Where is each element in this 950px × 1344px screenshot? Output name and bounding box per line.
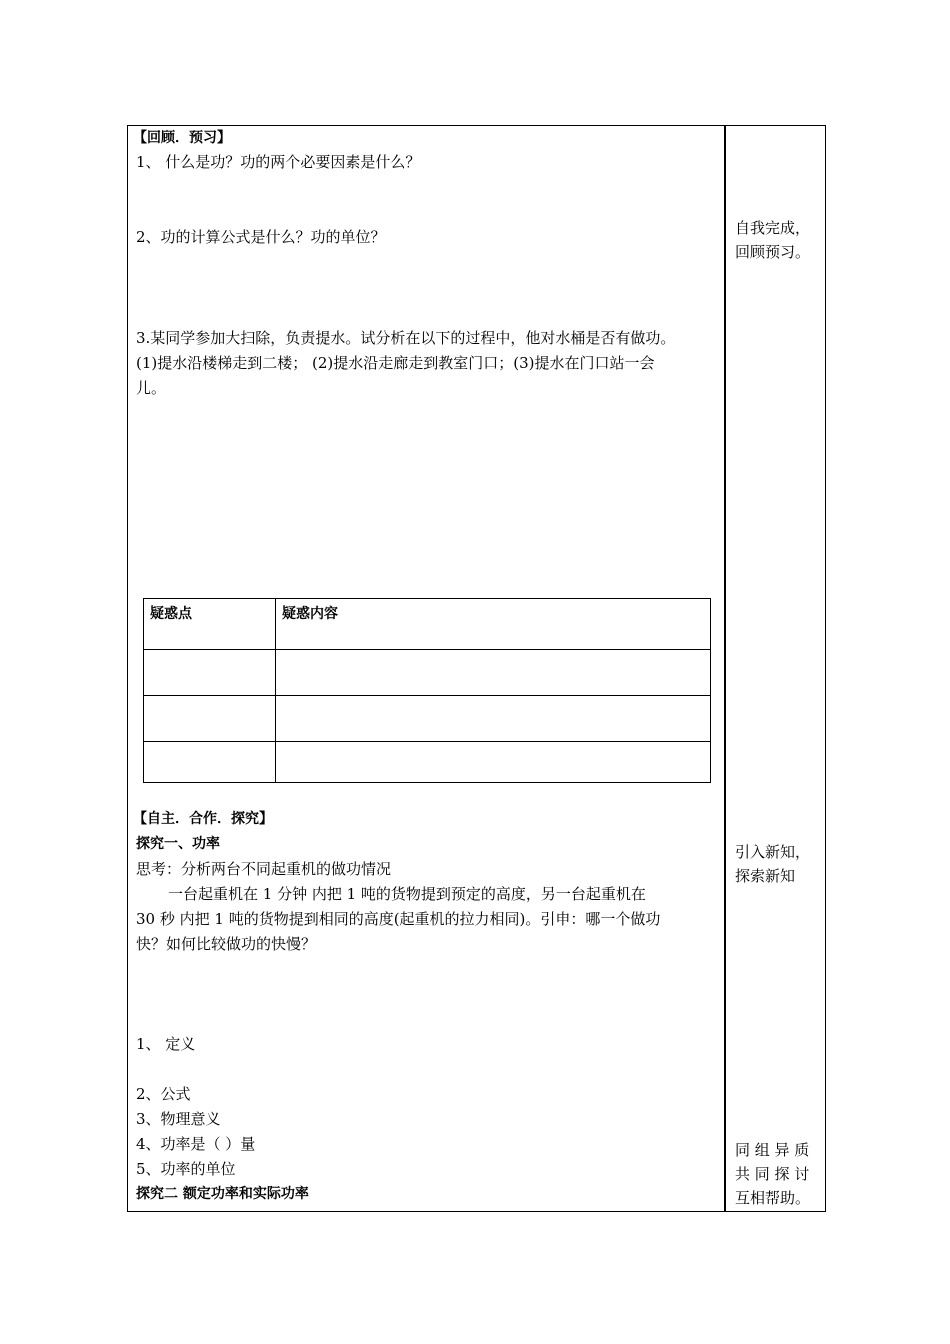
side-note-line: 共 同 探 讨 [735,1165,810,1183]
review-heading: 【回顾．预习】 [133,130,231,146]
side-note-explore [735,840,819,888]
doubt-table-cell[interactable] [276,742,711,783]
review-question-1: 1、 什么是功？功的两个必要因素是什么？ [136,153,421,171]
item-definition: 1、 定义 [136,1035,196,1053]
side-note-line: 回顾预习。 [735,243,811,261]
review-question-3-line-3: 儿。 [136,379,167,397]
think-prompt: 思考：分析两台不同起重机的做功情况 [136,860,392,878]
item-unit: 5、功率的单位 [136,1160,236,1178]
side-note-line: 同 组 异 质 [735,1141,810,1159]
item-formula: 2、公式 [136,1085,191,1103]
item-quantity-type: 4、功率是（ ）量 [136,1135,256,1153]
doubt-table-header-content: 疑惑内容 [276,599,711,650]
explore-heading: 【自主．合作．探究】 [133,811,273,827]
doubt-table-cell[interactable] [144,742,276,783]
doubt-table-cell[interactable] [276,650,711,696]
side-note-line: 互相帮助。 [735,1189,811,1207]
doubt-table-row [144,742,711,783]
doubt-table-cell[interactable] [276,696,711,742]
column-divider [724,125,726,1212]
doubt-table-header-point: 疑惑点 [144,599,276,650]
doubt-table-cell[interactable] [144,696,276,742]
review-question-3-line-1: 3.某同学参加大扫除，负责提水。试分析在以下的过程中，他对水桶是否有做功。 [136,329,676,347]
crane-paragraph-line-3: 快？如何比较做功的快慢？ [136,935,317,953]
crane-paragraph-line-2: 30 秒 内把 1 吨的货物提到相同的高度(起重机的拉力相同)。引申：哪一个做功 [136,910,661,928]
side-note-line: 自我完成， [735,219,811,237]
side-note-group [735,1138,819,1210]
side-note-line: 引入新知， [735,843,811,861]
side-note-line: 探索新知 [735,867,796,885]
doubt-table [143,598,711,783]
item-physical-meaning: 3、物理意义 [136,1110,221,1128]
crane-paragraph-line-1: 一台起重机在 1 分钟 内把 1 吨的货物提到预定的高度，另一台起重机在 [168,885,646,903]
review-question-2: 2、功的计算公式是什么？功的单位？ [136,228,386,246]
section-1-title: 探究一、功率 [136,836,220,852]
doubt-table-cell[interactable] [144,650,276,696]
side-note-review [735,216,819,264]
review-question-3-line-2: (1)提水沿楼梯走到二楼； (2)提水沿走廊走到教室门口；(3)提水在门口站一会 [136,354,655,372]
doubt-table-row [144,650,711,696]
doubt-table-row [144,696,711,742]
doubt-table-header-row [144,599,711,650]
section-2-title: 探究二 额定功率和实际功率 [136,1186,309,1202]
